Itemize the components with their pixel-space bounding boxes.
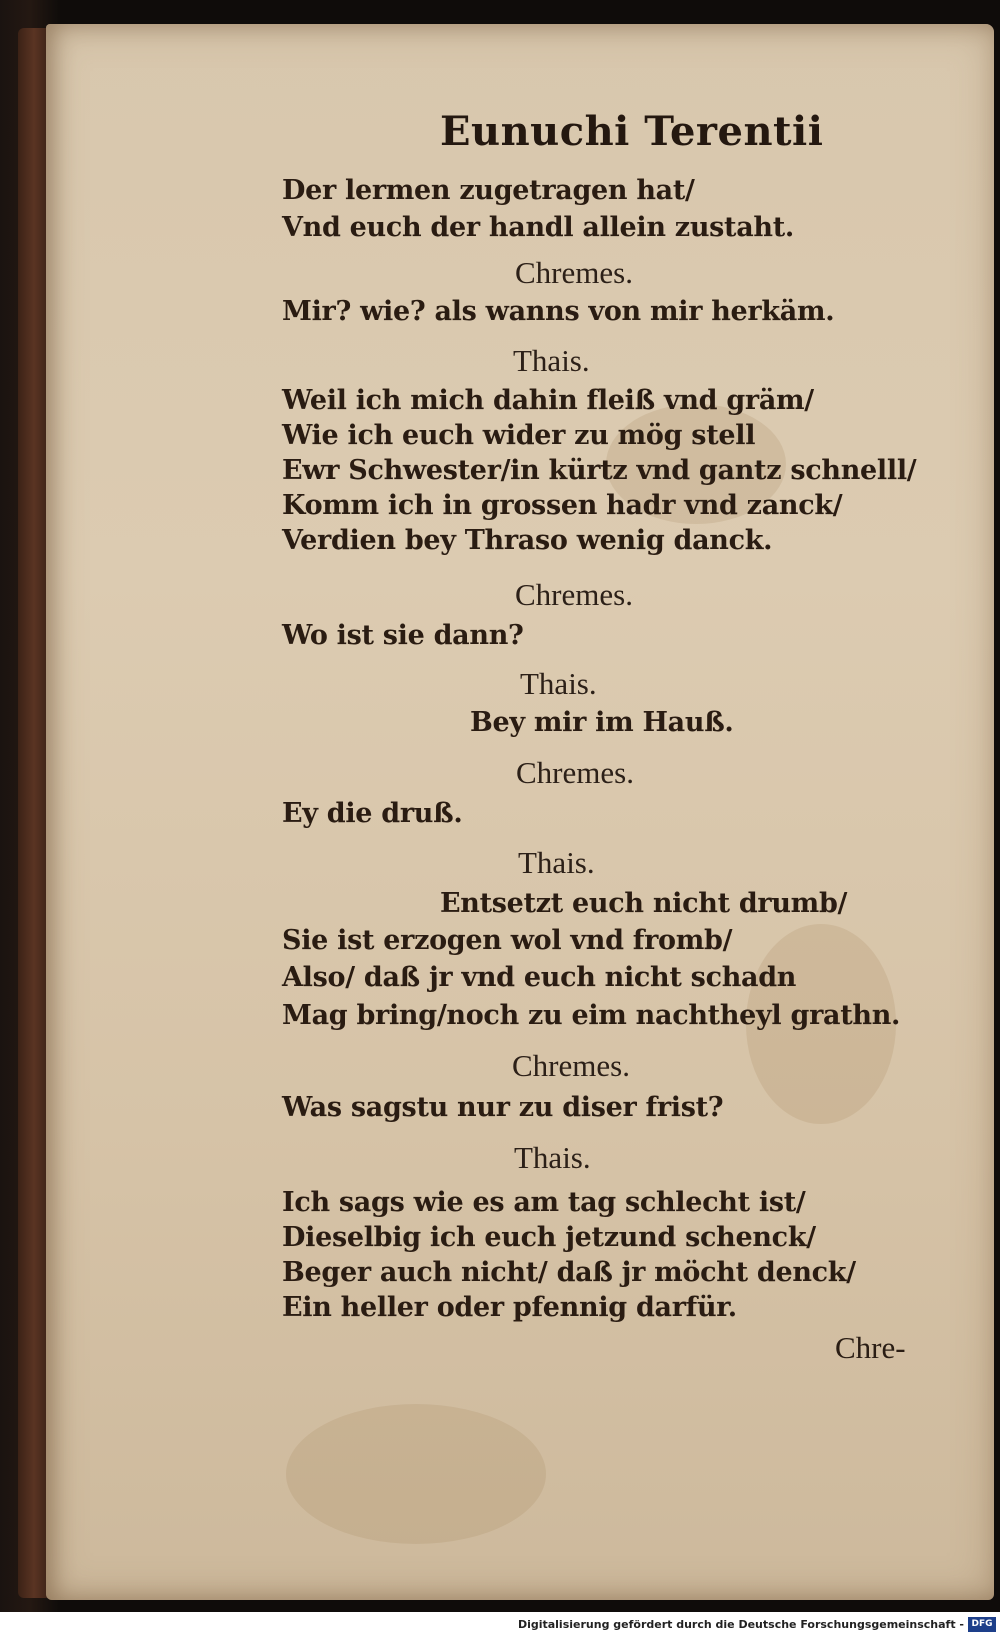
verse-line: Ich sags wie es am tag schlecht ist/: [282, 1187, 806, 1218]
speaker-label: Thais.: [518, 845, 595, 880]
speaker-label: Chremes.: [515, 577, 633, 612]
paper-stain: [286, 1404, 546, 1544]
verse-line: Beger auch nicht/ daß jr möcht denck/: [282, 1257, 856, 1288]
running-title: Eunuchi Terentii: [440, 108, 824, 155]
verse-line: Ey die druß.: [282, 798, 463, 829]
verse-line: Ein heller oder pfennig darfür.: [282, 1292, 737, 1323]
verse-line: Der lermen zugetragen hat/: [282, 175, 695, 206]
verse-line: Verdien bey Thraso wenig danck.: [282, 525, 773, 556]
verse-line: Ewr Schwester/in kürtz vnd gantz schnelll/: [282, 455, 917, 486]
funding-credit: Digitalisierung gefördert durch die Deutsche Forschungsgemeinschaft -: [517, 1618, 964, 1631]
speaker-label: Thais.: [514, 1140, 591, 1175]
verse-line: Wo ist sie dann?: [282, 620, 524, 651]
speaker-label: Thais.: [513, 343, 590, 378]
catchword: Chre-: [835, 1330, 906, 1365]
verse-line: Dieselbig ich euch jetzund schenck/: [282, 1222, 816, 1253]
verse-line: Was sagstu nur zu diser frist?: [282, 1092, 724, 1123]
verse-line: Also/ daß jr vnd euch nicht schadn: [282, 962, 797, 993]
speaker-label: Chremes.: [512, 1048, 630, 1083]
verse-line: Mir? wie? als wanns von mir herkäm.: [282, 296, 835, 327]
verse-line: Entsetzt euch nicht drumb/: [440, 888, 848, 919]
dfg-logo: DFG: [968, 1617, 996, 1632]
verse-line: Bey mir im Hauß.: [470, 707, 734, 738]
speaker-label: Chremes.: [516, 755, 634, 790]
digitization-footer: [0, 1612, 1000, 1641]
speaker-label: Thais.: [520, 666, 597, 701]
verse-line: Sie ist erzogen wol vnd fromb/: [282, 925, 733, 956]
verse-line: Komm ich in grossen hadr vnd zanck/: [282, 490, 843, 521]
speaker-label: Chremes.: [515, 255, 633, 290]
verse-line: Wie ich euch wider zu mög stell: [282, 420, 756, 451]
verse-line: Mag bring/noch zu eim nachtheyl grathn.: [282, 1000, 901, 1031]
verse-line: Weil ich mich dahin fleiß vnd gräm/: [282, 385, 814, 416]
verse-line: Vnd euch der handl allein zustaht.: [282, 212, 795, 243]
